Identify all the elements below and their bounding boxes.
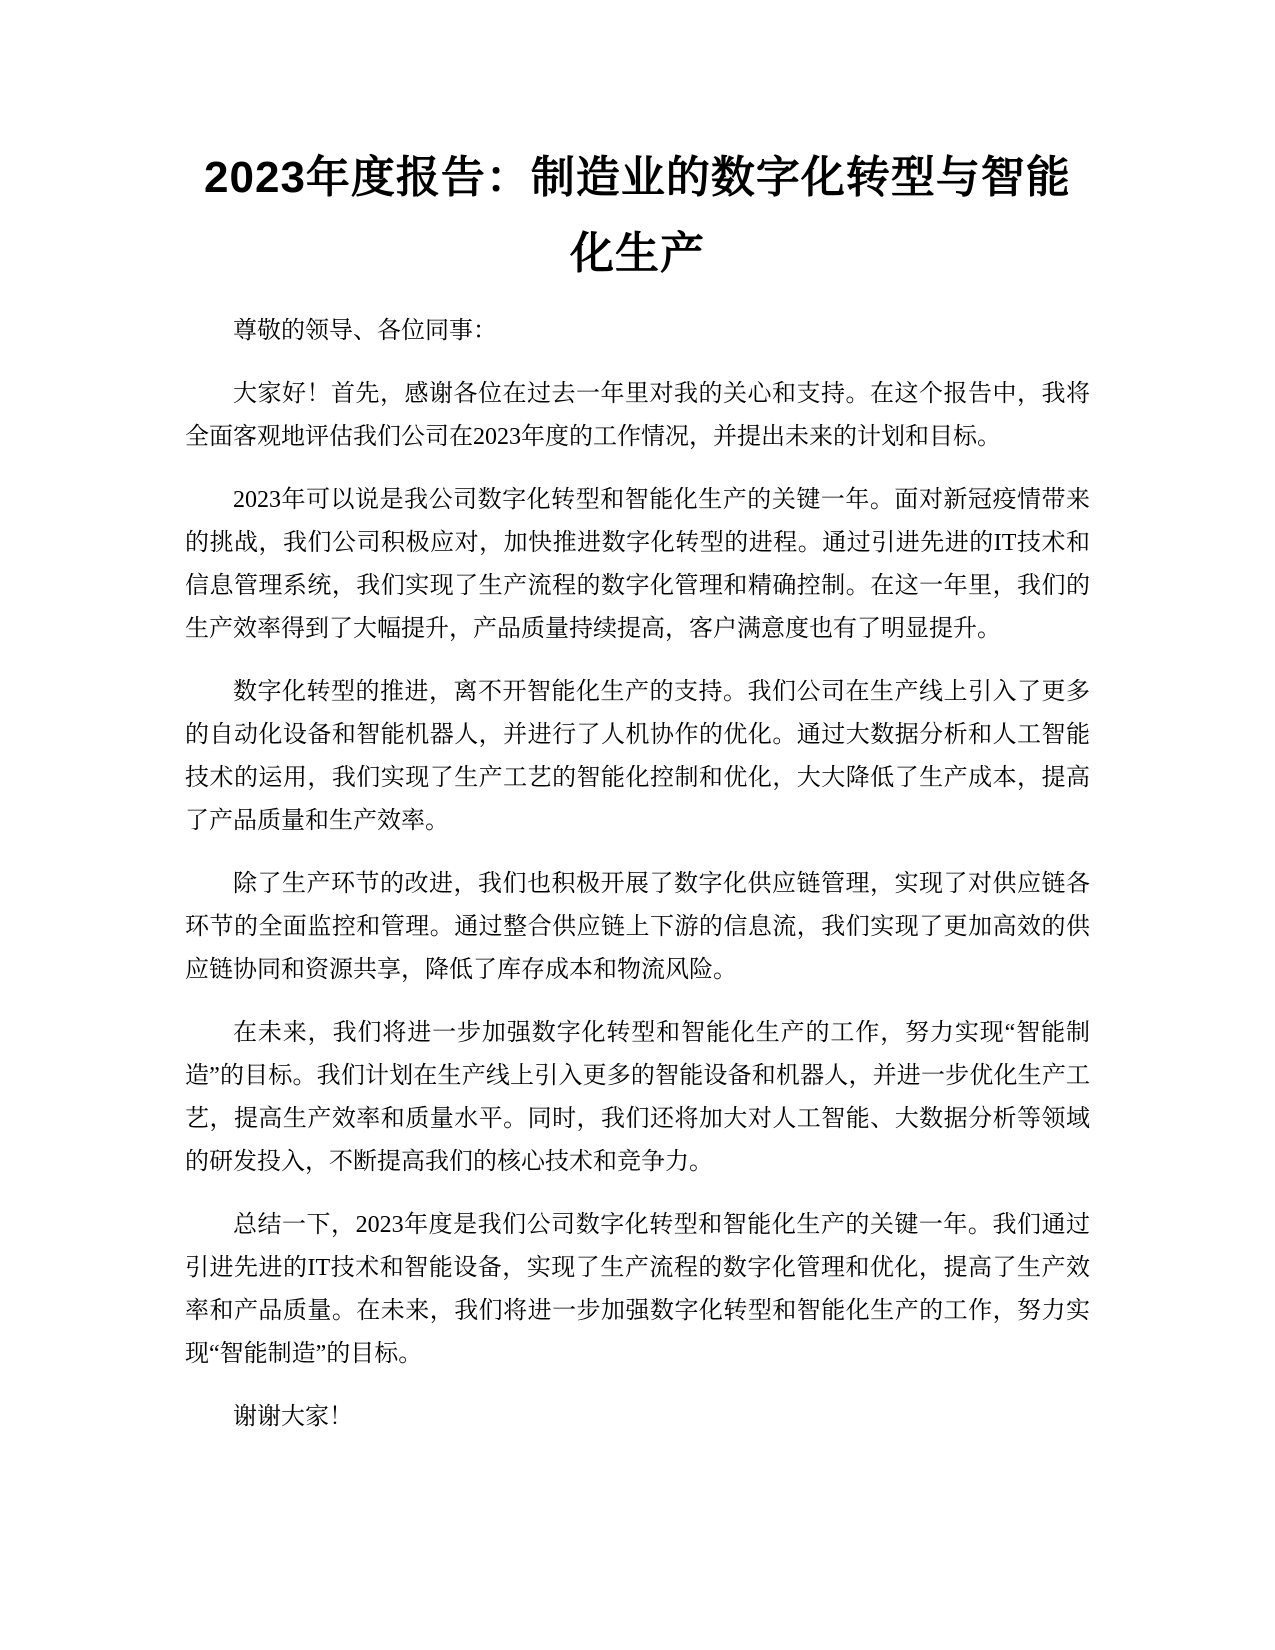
document-page bbox=[185, 140, 1090, 1459]
paragraph-digital-transformation: 2023年可以说是我公司数字化转型和智能化生产的关键一年。面对新冠疫情带来的挑战，我们公司积极应对，加快推进数字化转型的进程。通过引进先进的IT技术和信息管理系统，我们实现了生产流程的数字化管理和精确控制。在这一年里，我们的生产效率得到了大幅提升，产品质量持续提高，客户满意度也有了明显提升。 bbox=[185, 487, 1090, 642]
paragraph-supply-chain: 除了生产环节的改进，我们也积极开展了数字化供应链管理，实现了对供应链各环节的全面监控和管理。通过整合供应链上下游的信息流，我们实现了更加高效的供应链协同和资源共享，降低了库存成本和物流风险。 bbox=[185, 871, 1090, 983]
paragraph-smart-production: 数字化转型的推进，离不开智能化生产的支持。我们公司在生产线上引入了更多的自动化设备和智能机器人，并进行了人机协作的优化。通过大数据分析和人工智能技术的运用，我们实现了生产工艺的智能化控制和优化，大大降低了生产成本，提高了产品质量和生产效率。 bbox=[185, 679, 1090, 834]
document-title: 2023年度报告：制造业的数字化转型与智能化生产 bbox=[204, 153, 1071, 278]
paragraph-summary: 总结一下，2023年度是我们公司数字化转型和智能化生产的关键一年。我们通过引进先进的IT技术和智能设备，实现了生产流程的数字化管理和优化，提高了生产效率和产品质量。在未来，我们将进一步加强数字化转型和智能化生产的工作，努力实现“智能制造”的目标。 bbox=[185, 1212, 1090, 1367]
paragraph-intro: 大家好！首先，感谢各位在过去一年里对我的关心和支持。在这个报告中，我将全面客观地评估我们公司在2023年度的工作情况，并提出未来的计划和目标。 bbox=[185, 381, 1090, 450]
paragraph-future-plans: 在未来，我们将进一步加强数字化转型和智能化生产的工作，努力实现“智能制造”的目标。我们计划在生产线上引入更多的智能设备和机器人，并进一步优化生产工艺，提高生产效率和质量水平。同时，我们还将加大对人工智能、大数据分析等领域的研发投入，不断提高我们的核心技术和竞争力。 bbox=[185, 1020, 1090, 1175]
greeting: 尊敬的领导、各位同事： bbox=[233, 318, 497, 344]
closing-thanks: 谢谢大家！ bbox=[233, 1404, 353, 1430]
